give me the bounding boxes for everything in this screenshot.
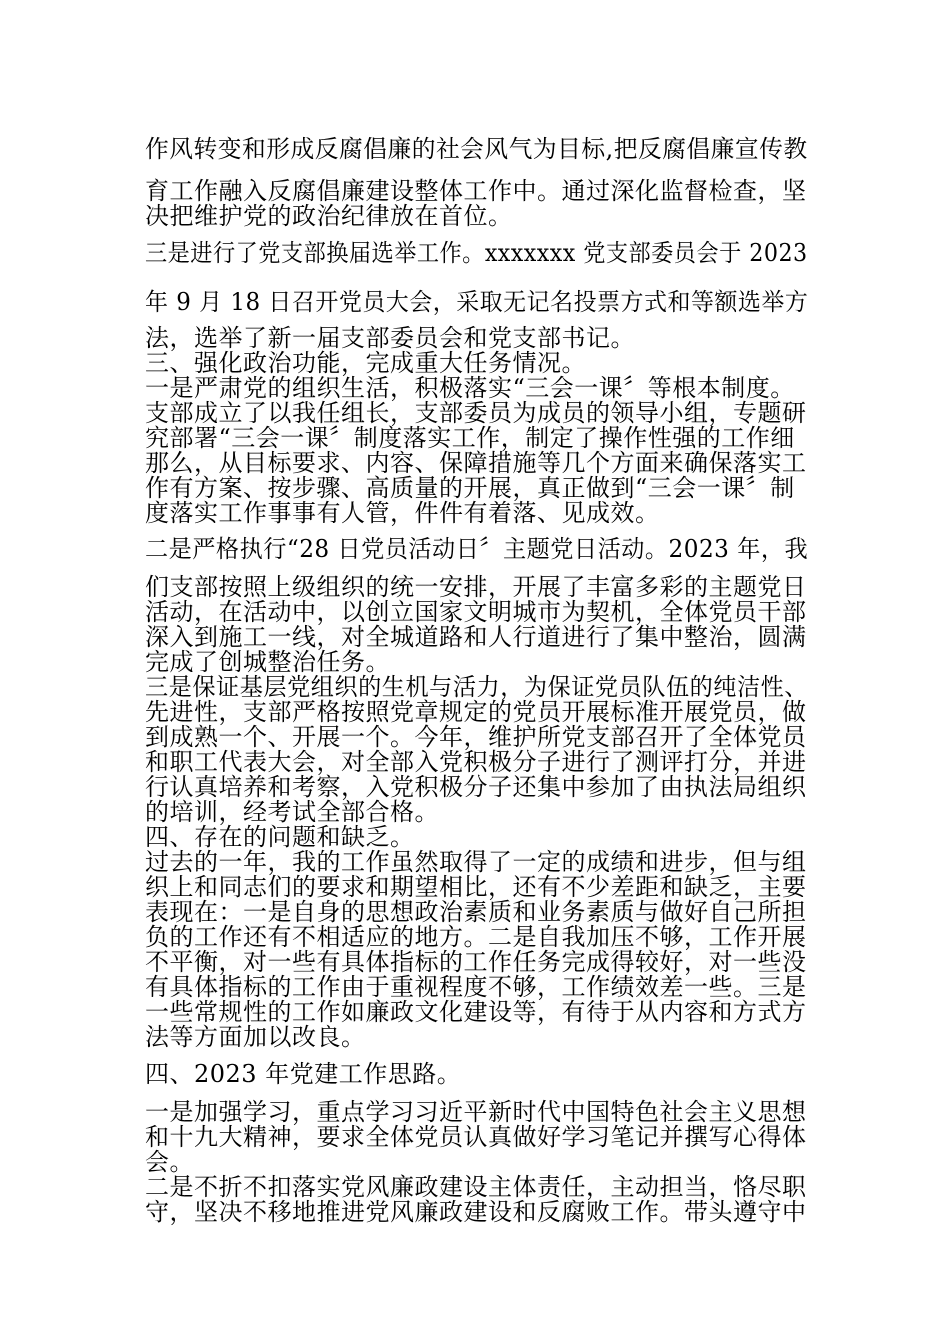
text-line: 年 9 月 18 日召开党员大会，采取无记名投票方式和等额选举方 [145, 288, 809, 316]
text-line: 表现在：一是自身的思想政治素质和业务素质与做好自己所担 [145, 898, 807, 926]
text-line: 一是严肃党的组织生活，积极落实“三会一课〞等根本制度。 [145, 374, 795, 402]
text-line: 和十九大精神，要求全体党员认真做好学习笔记并撰写心得体 [145, 1123, 807, 1151]
text-line: 一些常规性的工作如廉政文化建设等，有待于从内容和方式方 [145, 998, 807, 1026]
text-line: 育工作融入反腐倡廉建设整体工作中。通过深化监督检查，坚 [145, 177, 807, 205]
text-line: 行认真培养和考察，入党积极分子还集中参加了由执法局组织 [145, 773, 807, 801]
text-line: 有具体指标的工作由于重视程度不够，工作绩效差一些。三是 [145, 973, 807, 1001]
text-line: 三是进行了党支部换届选举工作。xxxxxxx 党支部委员会于 2023 [145, 239, 808, 267]
text-line: 和职工代表大会，对全部入党积极分子进行了测评打分，并进 [145, 748, 807, 776]
text-line: 度落实工作事事有人管，件件有着落、见成效。 [145, 499, 660, 527]
text-line: 支部成立了以我任组长，支部委员为成员的领导小组，专题研 [145, 399, 807, 427]
text-line: 二是严格执行“28 日党员活动日〞主题党日活动。2023 年，我 [145, 535, 809, 563]
text-line: 的培训，经考试全部合格。 [145, 798, 439, 826]
text-line: 不平衡，对一些有具体指标的工作任务完成得较好，对一些没 [145, 948, 807, 976]
text-line: 那么，从目标要求、内容、保障措施等几个方面来确保落实工 [145, 449, 807, 477]
text-line: 完成了创城整治任务。 [145, 648, 390, 676]
text-line: 会。 [145, 1148, 194, 1176]
text-line: 负的工作还有不相适应的地方。二是自我加压不够，工作开展 [145, 923, 807, 951]
text-line: 法等方面加以改良。 [145, 1023, 366, 1051]
text-line: 过去的一年，我的工作虽然取得了一定的成绩和进步，但与组 [145, 848, 807, 876]
text-line: 守，坚决不移地推进党风廉政建设和反腐败工作。带头遵守中 [145, 1198, 807, 1226]
section-heading: 四、存在的问题和缺乏。 [145, 823, 415, 851]
text-line: 究部署“三会一课〞制度落实工作，制定了操作性强的工作细 [145, 424, 795, 452]
text-line: 织上和同志们的要求和期望相比，还有不少差距和缺乏，主要 [145, 873, 807, 901]
text-line: 作有方案、按步骤、高质量的开展，真正做到“三会一课〞制 [145, 474, 795, 502]
text-line: 到成熟一个、开展一个。今年，维护所党支部召开了全体党员 [145, 723, 807, 751]
text-line: 三是保证基层党组织的生机与活力，为保证党员队伍的纯洁性、 [145, 673, 809, 701]
section-heading: 三、强化政治功能，完成重大任务情况。 [145, 349, 586, 377]
text-line: 活动，在活动中，以创立国家文明城市为契机，全体党员干部 [145, 598, 807, 626]
text-line: 一是加强学习，重点学习习近平新时代中国特色社会主义思想 [145, 1098, 807, 1126]
text-line: 深入到施工一线，对全城道路和人行道进行了集中整治，圆满 [145, 623, 807, 651]
section-heading: 四、2023 年党建工作思路。 [145, 1060, 462, 1088]
text-line: 作风转变和形成反腐倡廉的社会风气为目标,把反腐倡廉宣传教 [145, 135, 808, 163]
text-line: 决把维护党的政治纪律放在首位。 [145, 202, 513, 230]
text-line: 先进性，支部严格按照党章规定的党员开展标准开展党员，做 [145, 698, 807, 726]
text-line: 二是不折不扣落实党风廉政建设主体责任，主动担当，恪尽职 [145, 1173, 807, 1201]
text-line: 法，选举了新一届支部委员会和党支部书记。 [145, 324, 635, 352]
text-line: 们支部按照上级组织的统一安排，开展了丰富多彩的主题党日 [145, 573, 807, 601]
